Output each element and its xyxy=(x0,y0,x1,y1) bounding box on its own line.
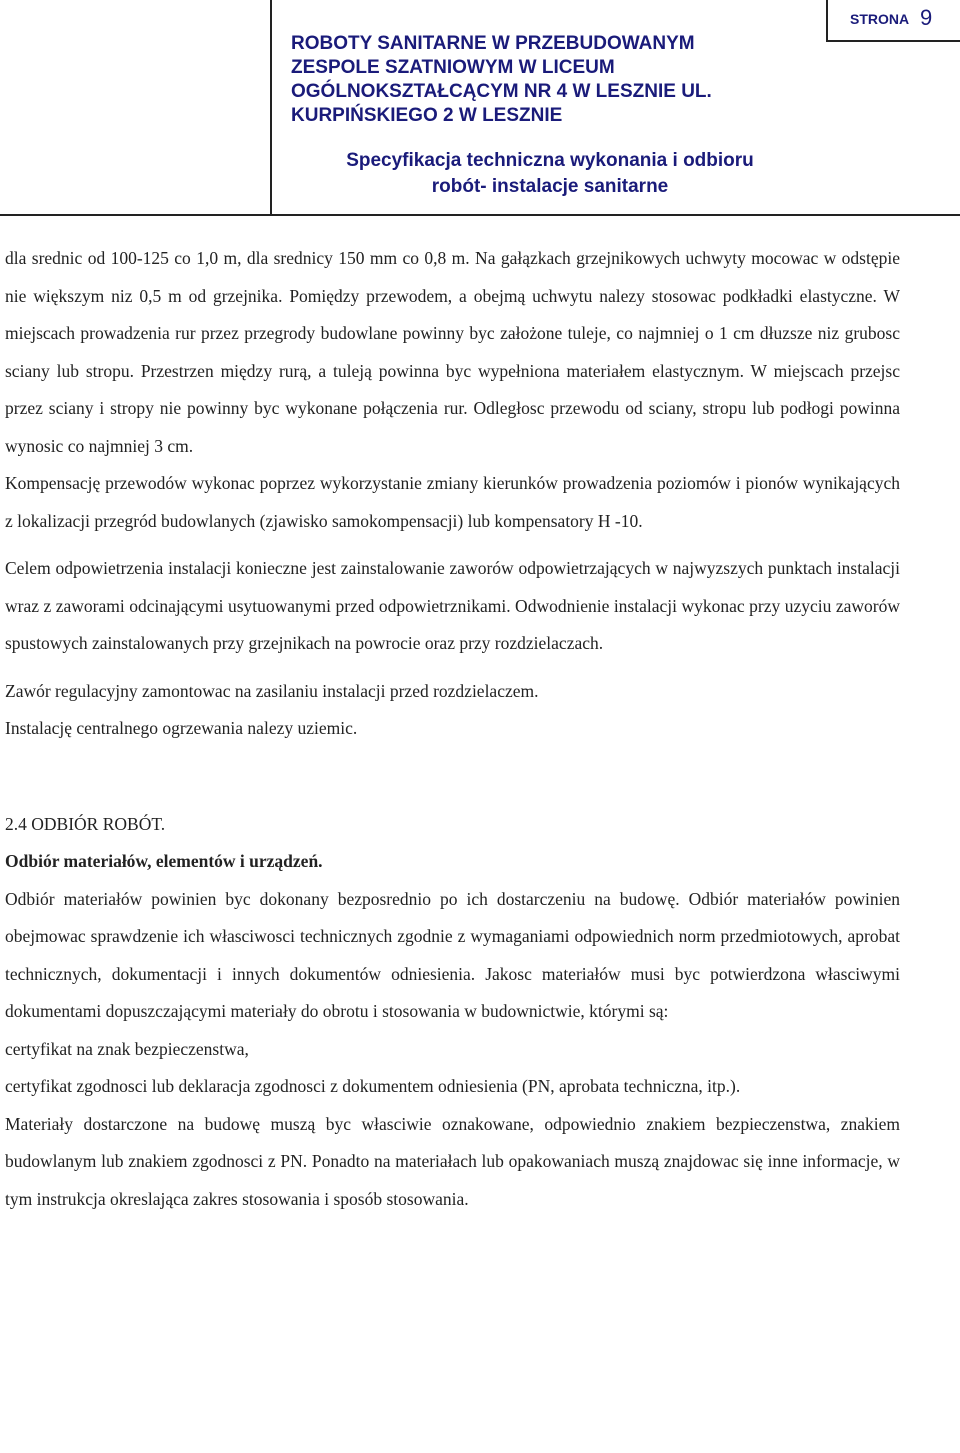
page-label: STRONA xyxy=(850,11,910,27)
specification-subtitle xyxy=(280,148,820,200)
title-line: KURPIŃSKIEGO 2 W LESZNIE xyxy=(291,105,563,126)
title-line: ROBOTY SANITARNE W PRZEBUDOWANYM xyxy=(291,33,695,54)
paragraph: dla srednic od 100-125 co 1,0 m, dla srednicy 150 mm co 0,8 m. Na gałązkach grzejnikowych uchwyty mocowac w odstępie nie większym niz 0,5 m od grzejnika. Pomiędzy przewodem, a obejmą uchwytu nalezy stosowac podkładki elastyczne. W miejscach prowadzenia rur przez przegrody budowlane powinny byc założone tuleje, co najmniej o 1 cm dłuzsze niz grubosc sciany lub stropu. Przestrzen między rurą, a tuleją powinna byc wypełniona materiałem elastycznym. W miejscach przejsc przez sciany i stropy nie powinny byc wykonane połączenia rur. Odległosc przewodu od sciany, stropu lub podłogi powinna wynosic co najmniej 3 cm. xyxy=(5,248,900,456)
document-header xyxy=(0,0,960,215)
paragraph: Celem odpowietrzenia instalacji konieczne jest zainstalowanie zaworów odpowietrzających w najwyzszych punktach instalacji wraz z zaworami odcinającymi usytuowanymi przed odpowietrznikami. Odwodnienie instalacji wykonac przy uzyciu zaworów spustowych zainstalowanych przy grzejnikach na powrocie oraz przy rozdzielaczach. xyxy=(5,558,900,653)
document-title xyxy=(291,32,811,128)
header-logo-area xyxy=(0,0,272,215)
title-line: ZESPOLE SZATNIOWYM W LICEUM xyxy=(291,57,615,78)
page-number: 9 xyxy=(920,5,933,30)
title-line: OGÓLNOKSZTAŁCĄCYM NR 4 W LESZNIE UL. xyxy=(291,81,712,102)
section-heading: 2.4 ODBIÓR ROBÓT. xyxy=(5,813,166,834)
paragraph: certyfikat na znak bezpieczenstwa, xyxy=(5,1038,249,1059)
paragraph: Instalację centralnego ogrzewania nalezy uziemic. xyxy=(5,718,358,738)
spacer xyxy=(5,540,900,550)
spacer xyxy=(5,748,900,806)
document-body xyxy=(5,240,900,1218)
paragraph: certyfikat zgodnosci lub deklaracja zgodnosci z dokumentem odniesienia (PN, aprobata techniczna, itp.). xyxy=(5,1076,741,1096)
paragraph: Materiały dostarczone na budowę muszą byc własciwie oznakowane, odpowiednio znakiem bezpieczenstwa, znakiem budowlanym lub znakiem zgodnosci z PN. Ponadto na materiałach lub opakowaniach muszą znajdowac się inne informacje, w tym instrukcja okreslająca zakres stosowania i sposób stosowania. xyxy=(5,1113,900,1209)
paragraph: Zawór regulacyjny zamontowac na zasilaniu instalacji przed rozdzielaczem. xyxy=(5,680,539,701)
subsection-heading: Odbiór materiałów, elementów i urządzeń. xyxy=(5,851,323,871)
header-divider xyxy=(0,214,960,216)
page-number-box xyxy=(826,0,960,42)
spec-line: Specyfikacja techniczna wykonania i odbioru xyxy=(346,150,754,171)
paragraph: Odbiór materiałów powinien byc dokonany bezposrednio po ich dostarczeniu na budowę. Odbiór materiałów powinien obejmowac sprawdzenie ich własciwosci technicznych zgodnie z wymaganiami odpowiednich norm przedmiotowych, aprobat technicznych, dokumentacji i innych dokumentów odniesienia. Jakosc materiałów musi byc potwierdzona własciwymi dokumentami dopuszczającymi materiały do obrotu i stosowania w budownictwie, którymi są: xyxy=(5,888,900,1021)
spacer xyxy=(5,663,900,673)
spec-line: robót- instalacje sanitarne xyxy=(431,176,669,197)
paragraph: Kompensację przewodów wykonac poprzez wykorzystanie zmiany kierunków prowadzenia poziomów i pionów wynikających z lokalizacji przegród budowlanych (zjawisko samokompensacji) lub kompensatory H -10. xyxy=(5,473,900,531)
